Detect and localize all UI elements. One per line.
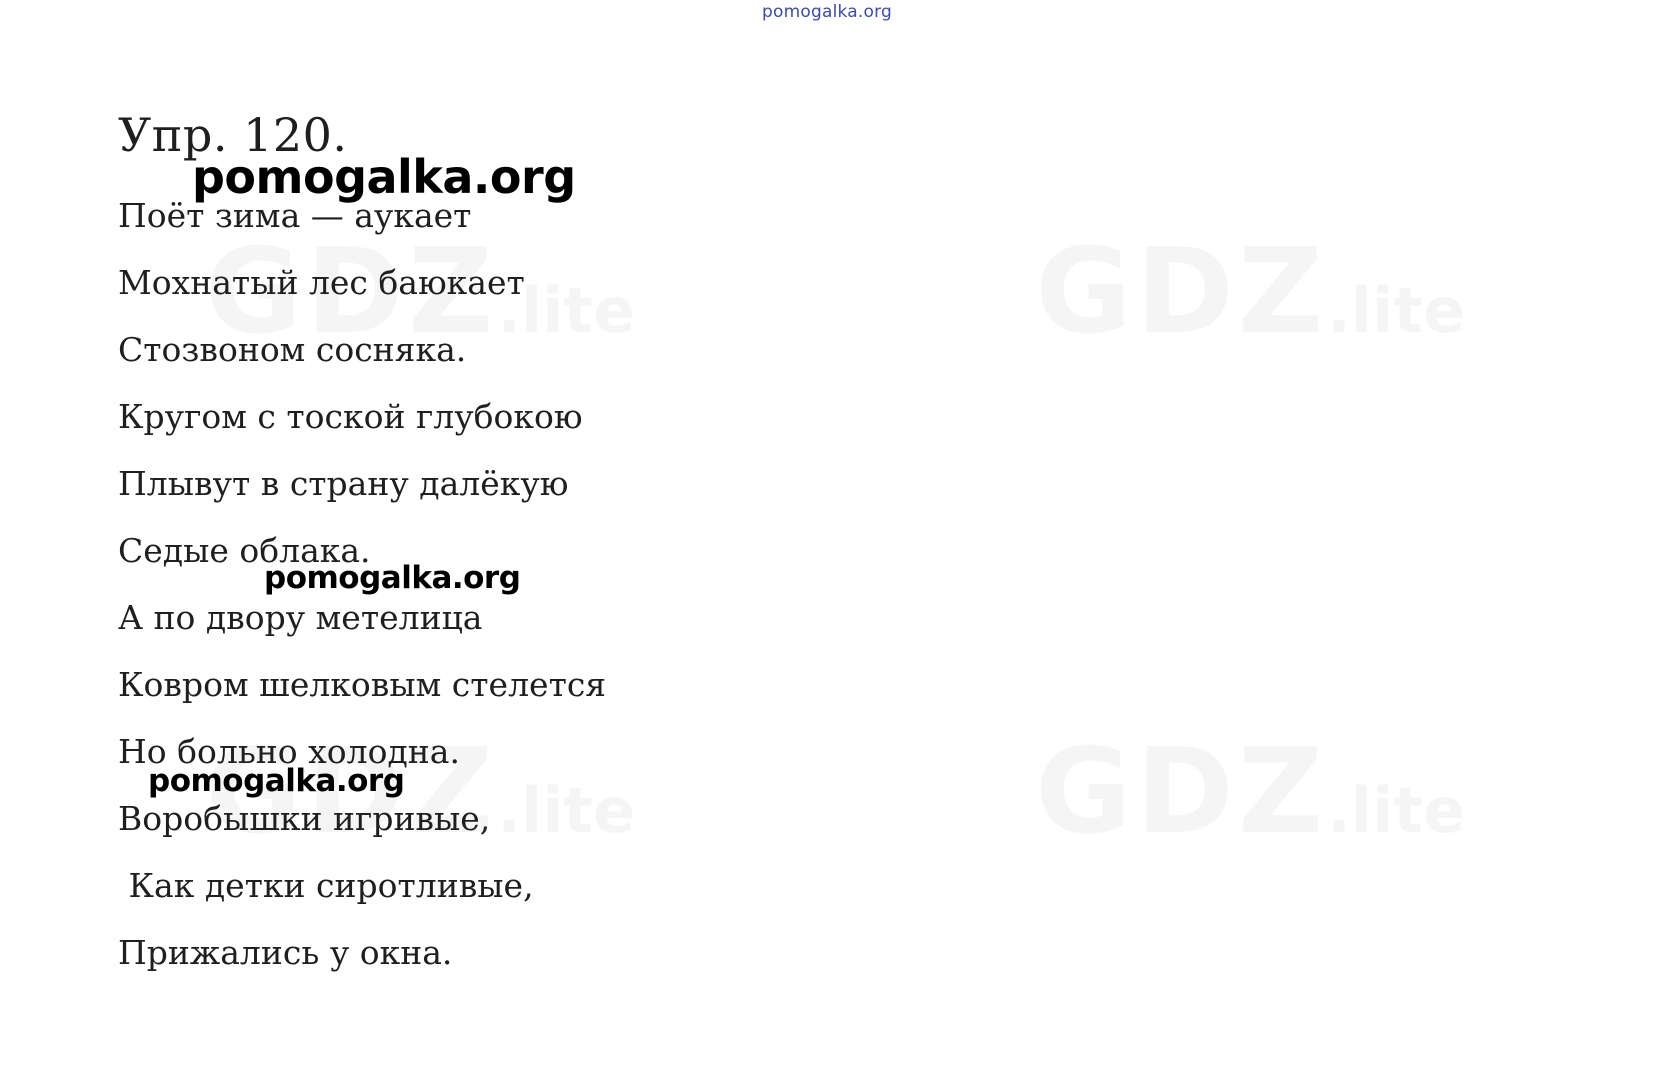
poem-line: А по двору метелица bbox=[118, 598, 483, 637]
background-watermark-main bbox=[1035, 722, 1327, 860]
poem-line: Но больно холодна. bbox=[118, 732, 460, 771]
site-watermark: pomogalka.org bbox=[148, 763, 405, 799]
poem-line: Мохнатый лес баюкает bbox=[118, 263, 525, 302]
poem-line: Кругом с тоской глубокою bbox=[118, 397, 583, 436]
poem-line: Стозвоном сосняка. bbox=[118, 330, 467, 369]
poem-line: Поёт зима — аукает bbox=[118, 196, 472, 235]
background-watermark bbox=[1035, 732, 1465, 850]
poem-line: Ковром шелковым стелется bbox=[118, 665, 607, 704]
background-watermark-main bbox=[1035, 222, 1327, 360]
poem-line: Как детки сиротливые, bbox=[118, 866, 534, 905]
site-watermark: pomogalka.org bbox=[264, 560, 521, 596]
background-watermark-suffix bbox=[1327, 774, 1465, 847]
top-site-link[interactable]: pomogalka.org bbox=[762, 2, 892, 22]
poem-line: Прижались у окна. bbox=[118, 933, 453, 972]
poem-line: Седые облака. bbox=[118, 531, 371, 570]
poem-line: Воробышки игривые, bbox=[118, 799, 491, 838]
site-watermark: pomogalka.org bbox=[192, 150, 576, 204]
background-watermark-suffix bbox=[497, 774, 635, 847]
poem-line: Плывут в страну далёкую bbox=[118, 464, 569, 503]
background-watermark bbox=[1035, 232, 1465, 350]
exercise-title: Упр. 120. bbox=[118, 108, 348, 162]
background-watermark-suffix bbox=[1327, 274, 1465, 347]
